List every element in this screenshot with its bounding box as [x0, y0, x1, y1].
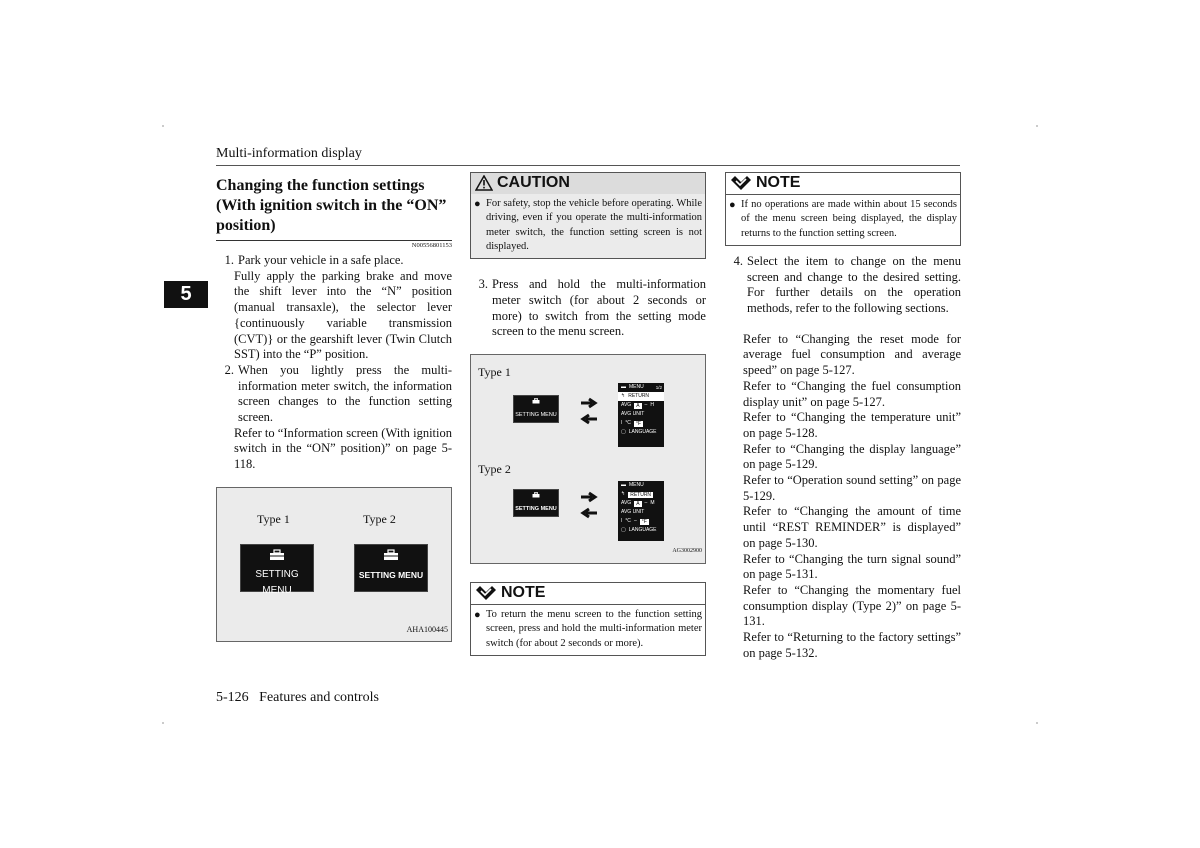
note-heading: NOTE	[471, 583, 705, 605]
setting-menu-screen-small-type1: SETTING MENU	[513, 395, 559, 423]
footer-section: Features and controls	[259, 690, 379, 705]
registration-mark	[1036, 722, 1038, 724]
note-bullet: ● To return the menu screen to the function setting screen, press and hold the multi-information meter switch (for about 2 seconds or more).	[474, 608, 702, 651]
figure-type2-label: Type 2	[478, 462, 511, 476]
note-bullet: ● If no operations are made within about 15 seconds of the menu screen being displayed, the display returns to the function setting screen.	[729, 198, 957, 241]
setting-menu-screen-type1: SETTING MENU	[240, 544, 314, 592]
note-heading: NOTE	[726, 173, 960, 195]
menu-screen-type1: ▬ MENU 1/2 ↰ RETURN AVG A – H AVG UNIT ǀ °C °F ▢ LANGUAGE	[618, 383, 664, 447]
note-check-icon	[730, 175, 752, 191]
bullet-icon: ●	[474, 198, 481, 210]
header-rule	[216, 165, 960, 166]
language-icon: ▢	[621, 428, 626, 435]
toolbox-icon	[269, 549, 285, 561]
note-box	[470, 582, 706, 656]
return-arrow-icon: ↰	[621, 392, 626, 399]
reference-line: Refer to “Changing the fuel consumption display unit” on page 5-127.	[743, 378, 961, 409]
page-number: 5-126	[216, 690, 249, 705]
step-1-detail: Fully apply the parking brake and move the shift lever into the “N” position (manual transaxle), the selector lever {continuously variable transmission (CVT)} or the gearshift lever (Twin Clutch SST) into the “P” position.	[234, 268, 452, 362]
figure-type1-label: Type 1	[257, 511, 290, 526]
toolbox-icon: ▬	[621, 481, 626, 488]
caution-heading: CAUTION	[471, 173, 705, 194]
reference-line: Refer to “Operation sound setting” on page 5-129.	[743, 473, 961, 503]
column-1	[216, 172, 452, 642]
thermometer-icon: ǀ	[621, 517, 623, 524]
reference-line: Refer to “Changing the turn signal sound” on page 5-131.	[743, 551, 961, 582]
step-2-detail: Refer to “Information screen (With ignition switch in the “ON” position)” on page 5-118.	[234, 425, 452, 472]
note-box	[725, 172, 961, 246]
switch-arrows-icon	[579, 397, 599, 425]
caution-box	[470, 172, 706, 259]
step-1: 1. Park your vehicle in a safe place.	[224, 253, 404, 267]
chapter-tab: 5	[164, 281, 208, 308]
column-2	[470, 172, 706, 656]
reference-line: Refer to “Changing the temperature unit” on page 5-128.	[743, 410, 961, 440]
language-icon: ▢	[621, 526, 626, 533]
reference-line: Refer to “Changing the display language” on page 5-129.	[743, 441, 961, 472]
menu-screen-type2: ▬ MENU ↰ RETURN AVG A – M AVG UNIT ǀ °C – °F ▢ LANGUAGE	[618, 481, 664, 541]
setting-menu-screen-small-type2: SETTING MENU	[513, 489, 559, 517]
step-3: 3. Press and hold the multi-information meter switch (for about 2 seconds or more) to switch from the setting mode screen to the menu screen.	[478, 277, 706, 339]
bullet-icon: ●	[729, 199, 736, 211]
note-check-icon	[475, 585, 497, 601]
reference-line: Refer to “Changing the reset mode for average fuel consumption and average speed” on page 5-127.	[743, 331, 961, 378]
toolbox-icon	[532, 398, 540, 404]
toolbox-icon: ▬	[621, 383, 626, 390]
page-footer	[216, 690, 379, 706]
figure-code: AHA100445	[406, 625, 448, 635]
thermometer-icon: ǀ	[621, 419, 623, 426]
figure-menu-screens	[470, 354, 706, 564]
registration-mark	[1036, 125, 1038, 127]
return-arrow-icon: ↰	[621, 490, 626, 497]
reference-line: Refer to “Returning to the factory settings” on page 5-132.	[743, 630, 961, 660]
figure-type1-label: Type 1	[478, 365, 511, 379]
registration-mark	[162, 125, 164, 127]
figure-type2-label: Type 2	[363, 511, 396, 526]
toolbox-icon	[383, 549, 399, 561]
column-3	[725, 172, 961, 661]
figure-setting-menu	[216, 487, 452, 642]
setting-menu-screen-type2: SETTING MENU	[354, 544, 428, 592]
bullet-icon: ●	[474, 609, 481, 621]
step-2: 2. When you lightly press the multi-information meter switch, the information screen changes to the function setting screen.	[224, 362, 452, 425]
reference-line: Refer to “Changing the amount of time until “REST REMINDER” is displayed” on page 5-130.	[743, 504, 961, 550]
section-title: Changing the function settings (With ignition switch in the “ON” position)	[216, 177, 447, 234]
switch-arrows-icon	[579, 491, 599, 519]
toolbox-icon	[532, 492, 540, 498]
registration-mark	[162, 722, 164, 724]
step-4: 4. Select the item to change on the menu screen and change to the desired setting. For further details on the operation methods, refer to the following sections.	[733, 253, 961, 315]
caution-bullet: ● For safety, stop the vehicle before operating. While driving, even if you operate the multi-information meter switch, the function setting screen is not displayed.	[474, 197, 702, 254]
warning-triangle-icon	[475, 175, 493, 191]
section-code: N00556801153	[411, 242, 452, 249]
reference-line: Refer to “Changing the momentary fuel consumption display (Type 2)” on page 5-131.	[743, 582, 961, 629]
running-header: Multi-information display	[216, 146, 362, 161]
figure-code: AG3002900	[672, 548, 702, 555]
